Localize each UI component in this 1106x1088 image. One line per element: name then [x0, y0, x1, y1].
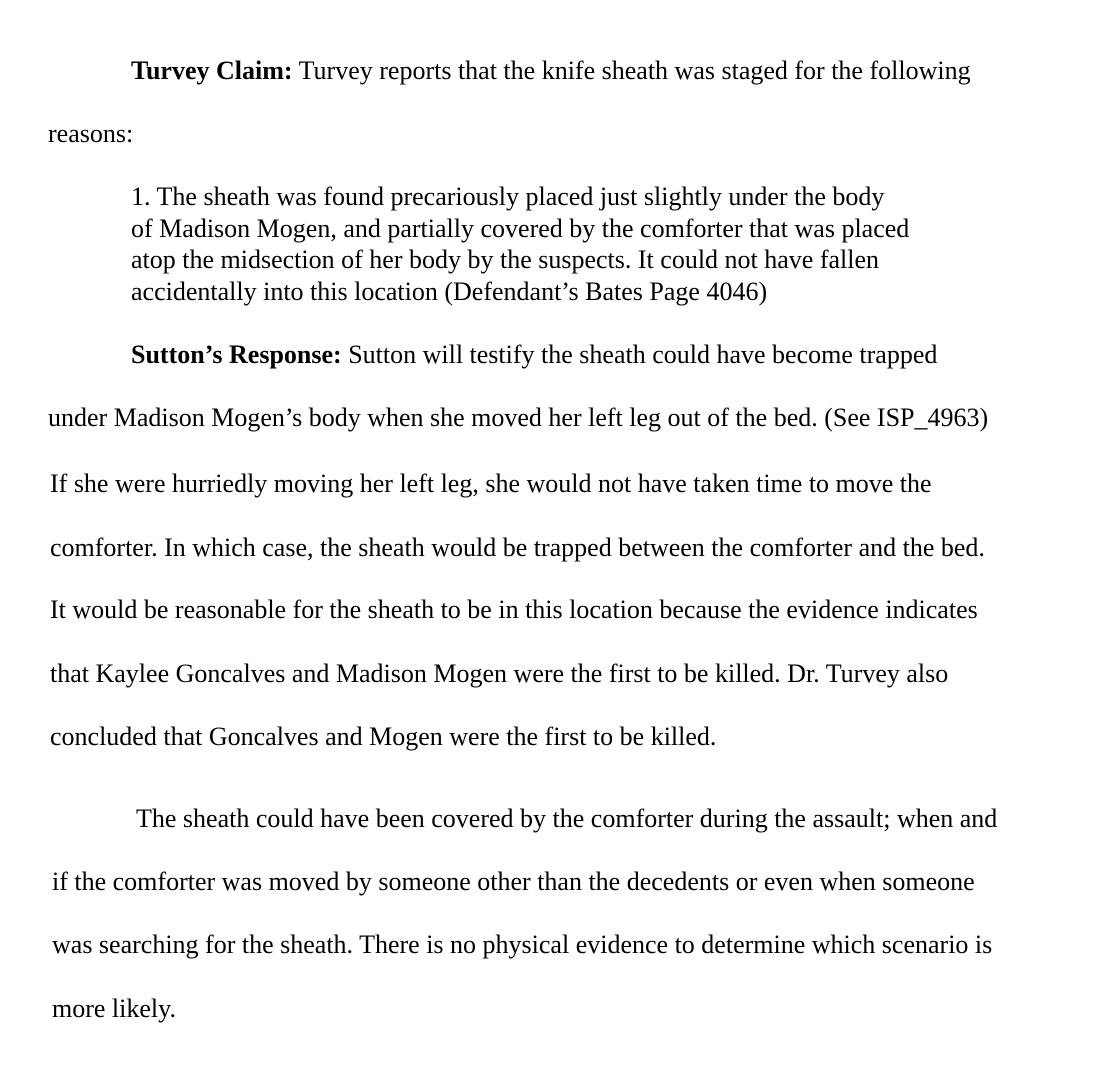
reason-item-line-1: 1. The sheath was found precariously placed just slightly under the body	[131, 182, 885, 211]
paragraph2-line-3: was searching for the sheath. There is no physical evidence to determine which scenario is	[52, 930, 993, 959]
reason-item-line-4: accidentally into this location (Defendant’s Bates Page 4046)	[131, 277, 768, 306]
response-line-4: comforter. In which case, the sheath would be trapped between the comforter and the bed.	[50, 533, 985, 562]
response-label: Sutton’s Response:	[131, 340, 342, 369]
paragraph2-line-4: more likely.	[52, 994, 176, 1023]
response-text: Sutton will testify the sheath could have become trapped	[341, 340, 938, 369]
claim-line-1	[131, 56, 971, 86]
paragraph2-line-2: if the comforter was moved by someone other than the decedents or even when someone	[52, 867, 975, 896]
claim-line-2: reasons:	[48, 119, 134, 148]
response-line-1	[131, 340, 937, 370]
response-line-7: concluded that Goncalves and Mogen were the first to be killed.	[50, 722, 717, 751]
reason-item-line-2: of Madison Mogen, and partially covered by the comforter that was placed	[131, 214, 910, 243]
claim-label: Turvey Claim:	[131, 56, 293, 85]
paragraph2-line-1: The sheath could have been covered by the comforter during the assault; when and	[136, 804, 998, 833]
response-line-3: If she were hurriedly moving her left leg, she would not have taken time to move the	[50, 469, 932, 498]
response-line-5: It would be reasonable for the sheath to be in this location because the evidence indicates	[50, 595, 978, 624]
reason-item-line-3: atop the midsection of her body by the suspects. It could not have fallen	[131, 245, 880, 274]
response-line-2: under Madison Mogen’s body when she moved her left leg out of the bed. (See ISP_4963)	[48, 403, 989, 432]
claim-text: Turvey reports that the knife sheath was staged for the following	[292, 56, 971, 85]
response-line-6: that Kaylee Goncalves and Madison Mogen were the first to be killed. Dr. Turvey also	[50, 659, 949, 688]
